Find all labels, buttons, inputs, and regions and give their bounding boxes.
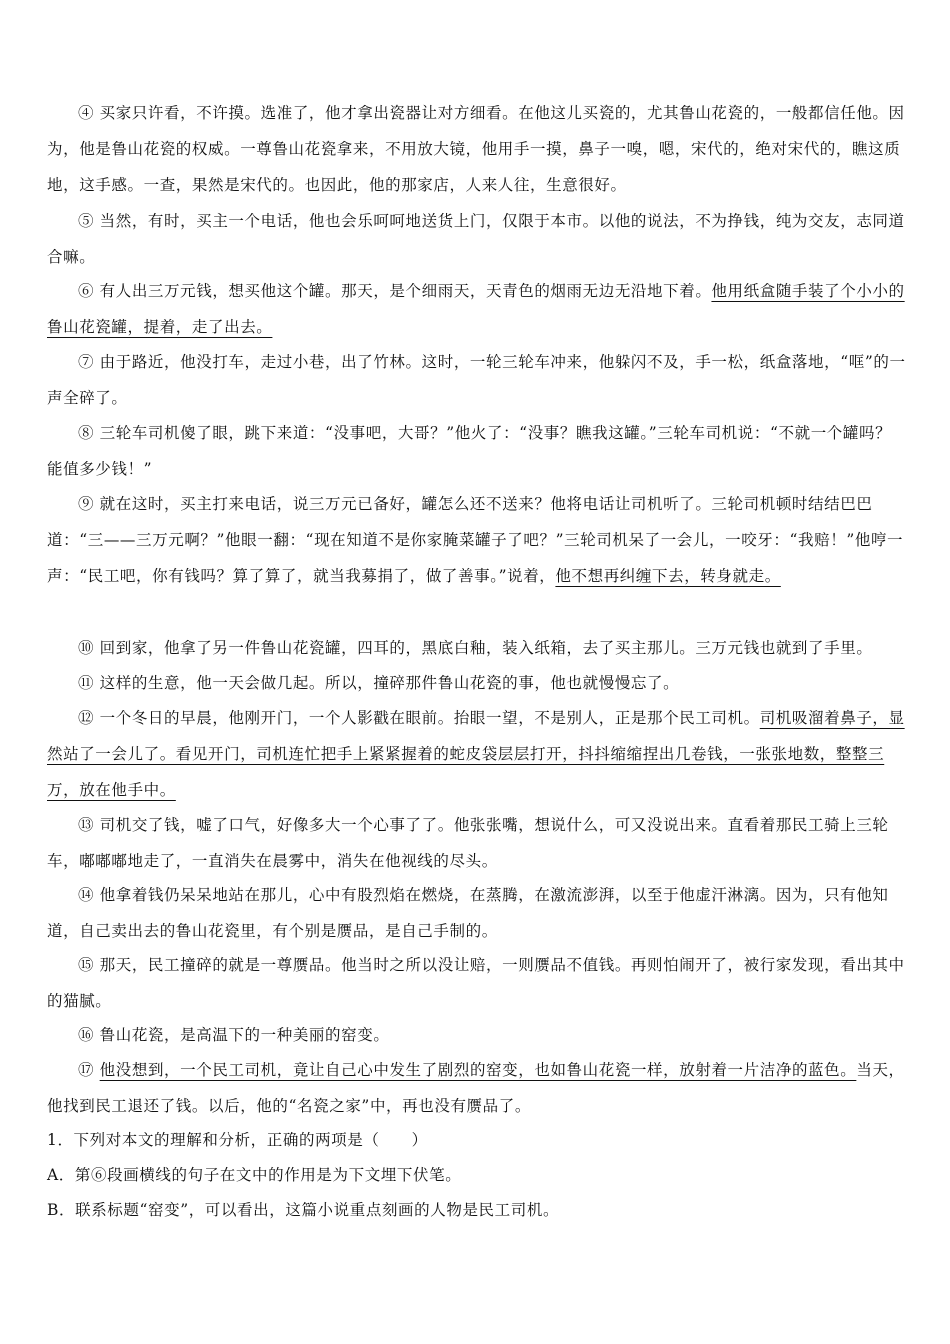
question-1 <box>47 1122 907 1158</box>
option-text: B．联系标题“窑变”，可以看出，这篇小说重点刻画的人物是民工司机。 <box>47 1201 560 1219</box>
paragraph-12 <box>47 700 907 808</box>
option-a <box>47 1157 907 1193</box>
paragraph-text: ⑯ 鲁山花瓷，是高温下的一种美丽的窑变。 <box>78 1026 390 1044</box>
paragraph-text: ⑤ 当然，有时，买主一个电话，他也会乐呵呵地送货上门，仅限于本市。以他的说法，不为挣钱，纯为交友，志同道合嘛。 <box>47 212 905 266</box>
paragraph-text: ⑪ 这样的生意，他一天会做几起。所以，撞碎那件鲁山花瓷的事，他也就慢慢忘了。 <box>78 674 680 692</box>
paragraph-7 <box>47 344 907 416</box>
paragraph-15 <box>47 947 907 1019</box>
paragraph-text: ⑮ 那天，民工撞碎的就是一尊赝品。他当时之所以没让赔，一则赝品不值钱。再则怕闹开了，被行家发现，看出其中的猫腻。 <box>47 956 905 1010</box>
question-text: 1．下列对本文的理解和分析，正确的两项是（ ） <box>47 1131 428 1149</box>
paragraph-text: ⑧ 三轮车司机傻了眼，跳下来道：“没事吧，大哥？”他火了：“没事？瞧我这罐。”三轮车司机说：“不就一个罐吗？能值多少钱！” <box>47 424 892 478</box>
paragraph-8 <box>47 415 907 487</box>
paragraph-13 <box>47 807 907 879</box>
paragraph-6 <box>47 273 907 345</box>
paragraph-text: ⑰ <box>78 1061 100 1079</box>
underlined-sentence: 他用纸盒随手装了个小小的鲁山花瓷罐，提着，走了出去。 <box>47 282 905 336</box>
paragraph-11 <box>47 665 907 701</box>
paragraph-text: ④ 买家只许看，不许摸。选准了，他才拿出瓷器让对方细看。在他这儿买瓷的，尤其鲁山花瓷的，一般都信任他。因为，他是鲁山花瓷的权威。一尊鲁山花瓷拿来，不用放大镜，他用手一摸，鼻子一嗅，嗯，宋代的，绝对宋代的，瞧这质地，这手感。一查，果然是宋代的。也因此，他的那家店，人来人往，生意很好。 <box>47 104 905 194</box>
paragraph-text: ⑭ 他拿着钱仍呆呆地站在那儿，心中有股烈焰在燃烧，在蒸腾，在激流澎湃，以至于他虚汗淋漓。因为，只有他知道，自己卖出去的鲁山花瓷里，有个别是赝品，是自己手制的。 <box>47 886 889 940</box>
paragraph-14 <box>47 877 907 949</box>
underlined-sentence: 司机吸溜着鼻子，显然站了一会儿了。看见开门，司机连忙把手上紧紧握着的蛇皮袋层层打开，抖抖缩缩捏出几卷钱，一张张地数，整整三万，放在他手中。 <box>47 709 905 799</box>
paragraph-4 <box>47 95 907 203</box>
paragraph-16 <box>47 1017 907 1053</box>
paragraph-text-tail: 当天，他找到民工退还了钱。以后，他的“名瓷之家”中，再也没有赝品了。 <box>47 1061 905 1115</box>
option-text: A．第⑥段画横线的句子在文中的作用是为下文埋下伏笔。 <box>47 1166 462 1184</box>
option-b <box>47 1192 907 1228</box>
paragraph-text: ⑥ 有人出三万元钱，想买他这个罐。那天，是个细雨天，天青色的烟雨无边无沿地下着。 <box>78 282 712 300</box>
paragraph-10 <box>47 630 907 666</box>
paragraph-text: ⑨ 就在这时，买主打来电话，说三万元已备好，罐怎么还不送来？他将电话让司机听了。三轮司机顿时结结巴巴道：“三——三万元啊？”他眼一翻：“现在知道不是你家腌菜罐子了吧？”三轮司机呆了一会儿，一咬牙：“我赔！”他哼一声：“民工吧，你有钱吗？算了算了，就当我募捐了，做了善事。”说着， <box>47 495 904 585</box>
paragraph-17 <box>47 1052 907 1124</box>
paragraph-9 <box>47 486 907 594</box>
underlined-sentence: 他没想到，一个民工司机，竟让自己心中发生了剧烈的窑变，也如鲁山花瓷一样，放射着一片洁净的蓝色。 <box>99 1061 857 1079</box>
underlined-sentence: 他不想再纠缠下去，转身就走。 <box>555 567 781 585</box>
paragraph-text: ⑩ 回到家，他拿了另一件鲁山花瓷罐，四耳的，黑底白釉，装入纸箱，去了买主那儿。三万元钱也就到了手里。 <box>78 639 873 657</box>
paragraph-5 <box>47 203 907 275</box>
paragraph-text: ⑦ 由于路近，他没打车，走过小巷，出了竹林。这时，一轮三轮车冲来，他躲闪不及，手一松，纸盒落地，“哐”的一声全碎了。 <box>47 353 906 407</box>
paragraph-text: ⑫ 一个冬日的早晨，他刚开门，一个人影戳在眼前。抬眼一望，不是别人，正是那个民工司机。 <box>78 709 760 727</box>
paragraph-text: ⑬ 司机交了钱，嘘了口气，好像多大一个心事了了。他张张嘴，想说什么，可又没说出来。直看着那民工骑上三轮车，嘟嘟嘟地走了，一直消失在晨雾中，消失在他视线的尽头。 <box>47 816 889 870</box>
